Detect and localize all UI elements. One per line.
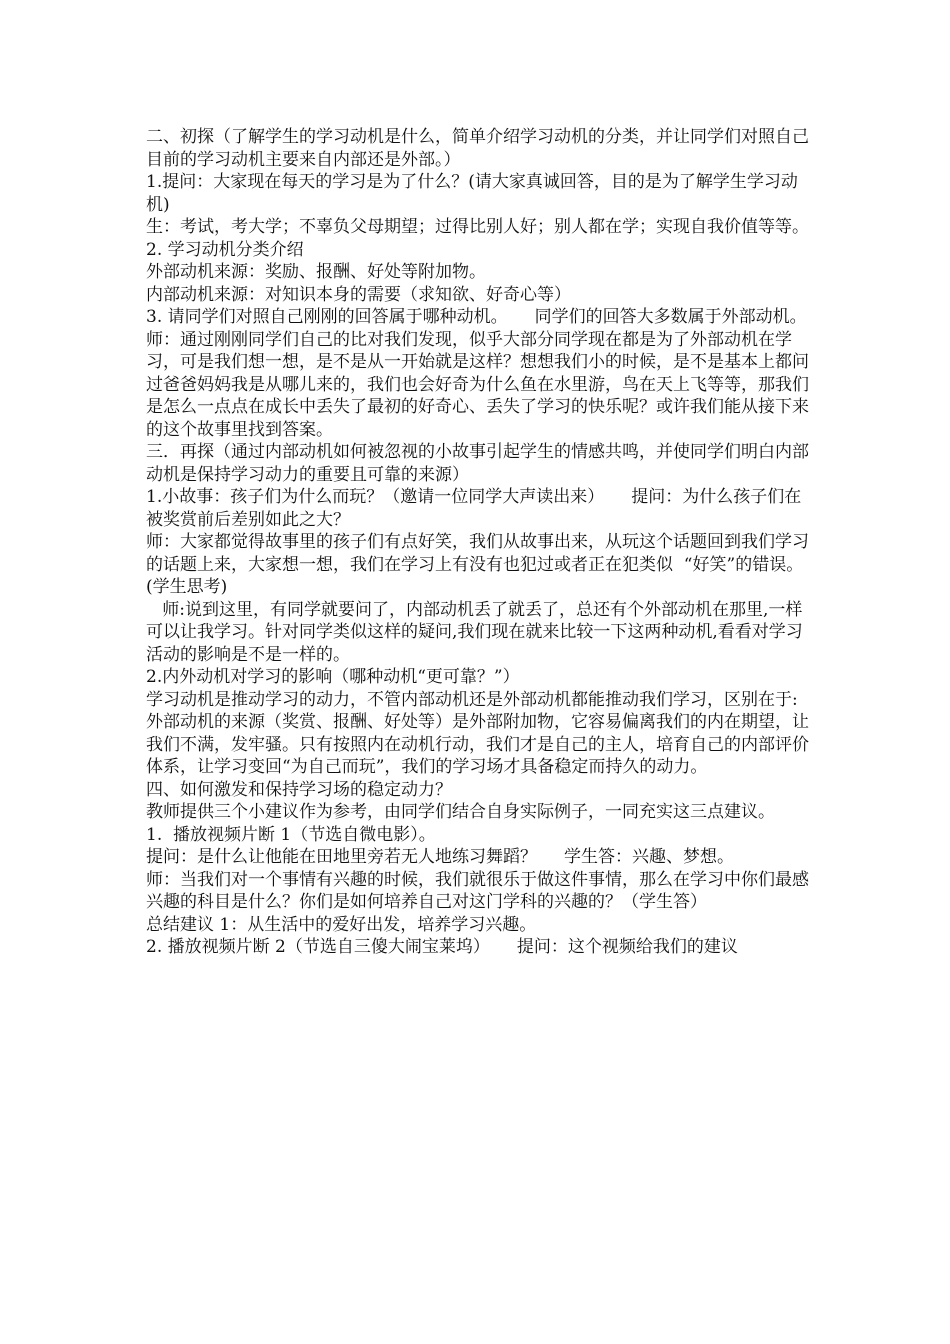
paragraph-section-four-heading: 四、如何激发和保持学习场的稳定动力？ <box>146 779 452 800</box>
paragraph-motivation-types: 2. 学习动机分类介绍 <box>146 239 304 260</box>
paragraph-story: 1.小故事：孩子们为什么而玩？（邀请一位同学大声读出来） 提问：为什么孩子们在被奖赏前后差别如此之大？ <box>146 487 802 530</box>
paragraph-video-1: 1. 播放视频片断 1（节选自微电影）。 <box>146 824 436 845</box>
paragraph-external-explanation: 外部动机的来源（奖赏、报酬、好处等）是外部附加物，它容易偏离我们的内在期望，让我们不满，发牢骚。只有按照内在动机行动，我们才是自己的主人，培育自己的内部评价体系，让学习变回“为自己而玩”，我们的学习场才具备稳定而持久的动力。 <box>146 712 809 777</box>
paragraph-video-1-question: 提问：是什么让他能在田地里旁若无人地练习舞蹈？ 学生答：兴趣、梦想。 <box>146 847 735 867</box>
paragraph-compare-answers: 3. 请同学们对照自己刚刚的回答属于哪种动机。 同学们的回答大多数属于外部动机。 <box>146 307 807 327</box>
paragraph-question-1: 1.提问：大家现在每天的学习是为了什么？(请大家真诚回答，目的是为了解学生学习动机) <box>146 172 798 215</box>
paragraph-motivation-influence: 2.内外动机对学习的影响（哪种动机“更可靠？”） <box>146 667 520 687</box>
paragraph-teacher-question: 师:说到这里，有同学就要问了，内部动机丢了就丢了，总还有个外部动机在那里,一样可以让我学习。针对同学类似这样的疑问,我们现在就来比较一下这两种动机,看看对学习活动的影响是不是一样的。 <box>146 599 803 665</box>
paragraph-video-2: 2. 播放视频片断 2（节选自三傻大闹宝莱坞） 提问：这个视频给我们的建议 <box>146 937 738 957</box>
paragraph-suggestion-1: 总结建议 1：从生活中的爱好出发，培养学习兴趣。 <box>146 914 537 935</box>
paragraph-student-answer: 生：考试，考大学；不辜负父母期望；过得比别人好；别人都在学；实现自我价值等等。 <box>146 217 809 237</box>
paragraph-teacher-interest: 师：当我们对一个事情有兴趣的时候，我们就很乐于做这件事情，那么在学习中你们最感兴趣的科目是什么？你们是如何培养自己对这门学科的兴趣的？（学生答） <box>146 869 809 912</box>
paragraph-three-suggestions: 教师提供三个小建议作为参考，由同学们结合自身实际例子，一同充实这三点建议。 <box>146 802 775 822</box>
paragraph-section-two-heading: 二、初探（了解学生的学习动机是什么，简单介绍学习动机的分类，并让同学们对照自己目前的学习动机主要来自内部还是外部。） <box>146 127 809 170</box>
paragraph-section-three-heading: 三．再探（通过内部动机如何被忽视的小故事引起学生的情感共鸣，并使同学们明白内部动机是保持学习动力的重要且可靠的来源） <box>146 442 809 485</box>
paragraph-teacher-reflection: 师：通过刚刚同学们自己的比对我们发现，似乎大部分同学现在都是为了外部动机在学习，可是我们想一想，是不是从一开始就是这样？想想我们小的时候，是不是基本上都问过爸爸妈妈我是从哪儿来的，我们也会好奇为什么鱼在水里游，鸟在天上飞等等，那我们是怎么一点点在成长中丢失了最初的好奇心、丢失了学习的快乐呢？或许我们能从接下来的这个故事里找到答案。 <box>146 329 809 440</box>
document-body <box>146 126 810 959</box>
paragraph-motivation-difference: 学习动机是推动学习的动力，不管内部动机还是外部动机都能推动我们学习，区别在于: <box>146 689 798 710</box>
paragraph-internal-sources: 内部动机来源：对知识本身的需要（求知欲、好奇心等） <box>146 284 571 305</box>
paragraph-teacher-story: 师：大家都觉得故事里的孩子们有点好笑，我们从故事出来，从玩这个话题回到我们学习的话题上来，大家想一想，我们在学习上有没有也犯过或者正在犯类似 “好笑”的错误。 <box>146 532 809 575</box>
paragraph-student-thinking: (学生思考) <box>146 577 228 597</box>
paragraph-external-sources: 外部动机来源：奖励、报酬、好处等附加物。 <box>146 262 486 282</box>
